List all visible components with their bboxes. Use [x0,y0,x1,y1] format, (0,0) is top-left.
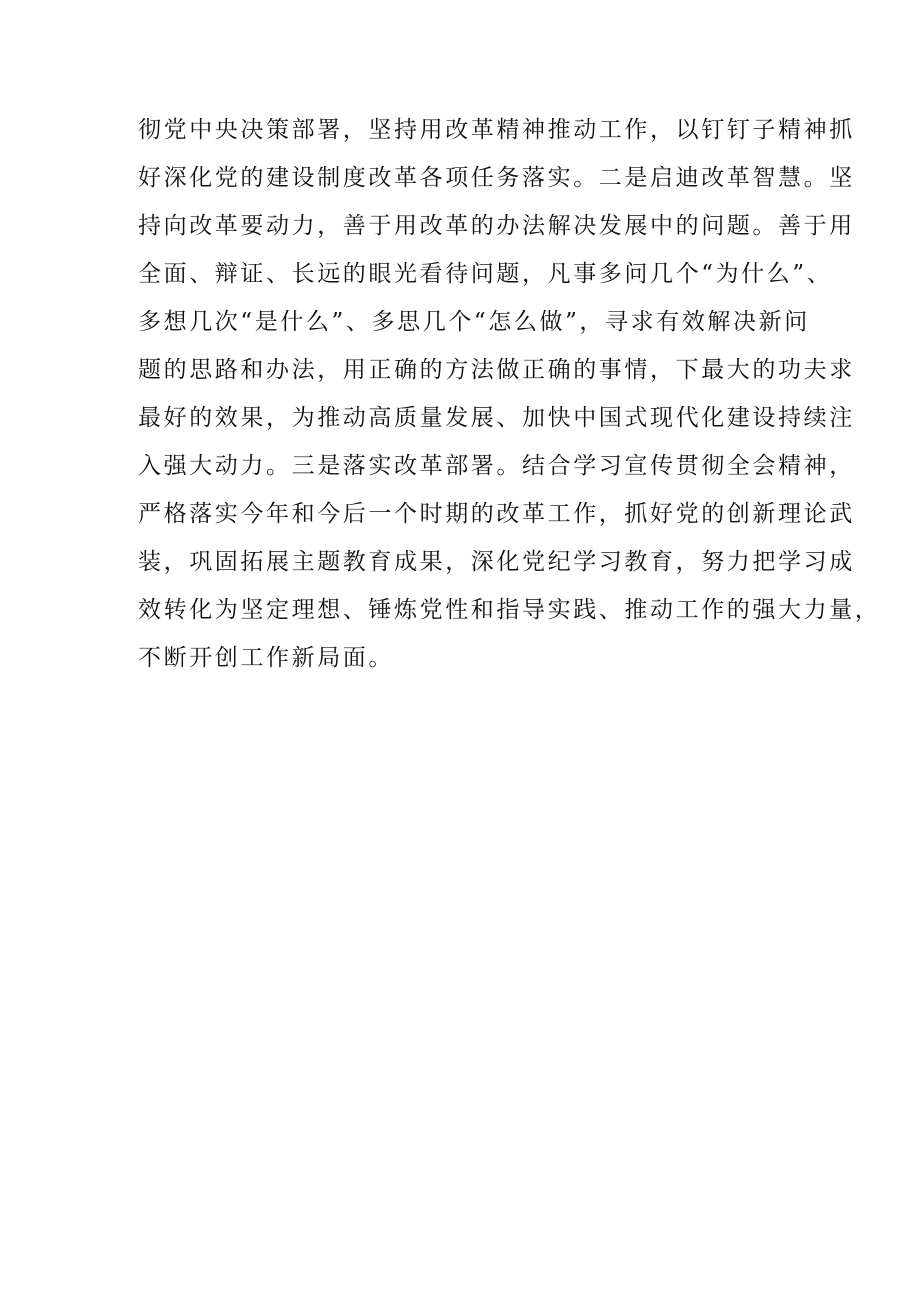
paragraph-line-8: 入强大动力。三是落实改革部署。结合学习宣传贯彻全会精神， [138,453,855,479]
paragraph-line-10: 装，巩固拓展主题教育成果，深化党纪学习教育，努力把学习成 [138,549,855,575]
paragraph-line-2: 好深化党的建设制度改革各项任务落实。二是启迪改革智慧。坚 [138,165,855,191]
paragraph-line-7: 最好的效果，为推动高质量发展、加快中国式现代化建设持续注 [138,405,855,431]
paragraph-line-12: 不断开创工作新局面。 [138,645,394,671]
paragraph-line-3: 持向改革要动力，善于用改革的办法解决发展中的问题。善于用 [138,213,855,239]
paragraph-line-9: 严格落实今年和今后一个时期的改革工作，抓好党的创新理论武 [138,501,855,527]
paragraph-line-4: 全面、辩证、长远的眼光看待问题，凡事多问几个“为什么”、 [138,261,833,287]
paragraph-line-1: 彻党中央决策部署，坚持用改革精神推动工作，以钉钉子精神抓 [138,117,855,143]
body-paragraph [138,106,881,682]
paragraph-line-6: 题的思路和办法，用正确的方法做正确的事情，下最大的功夫求 [138,357,855,383]
paragraph-line-5: 多想几次“是什么”、多思几个“怎么做”，寻求有效解决新问 [138,309,810,335]
paragraph-line-11: 效转化为坚定理想、锤炼党性和指导实践、推动工作的强大力量， [138,597,881,623]
